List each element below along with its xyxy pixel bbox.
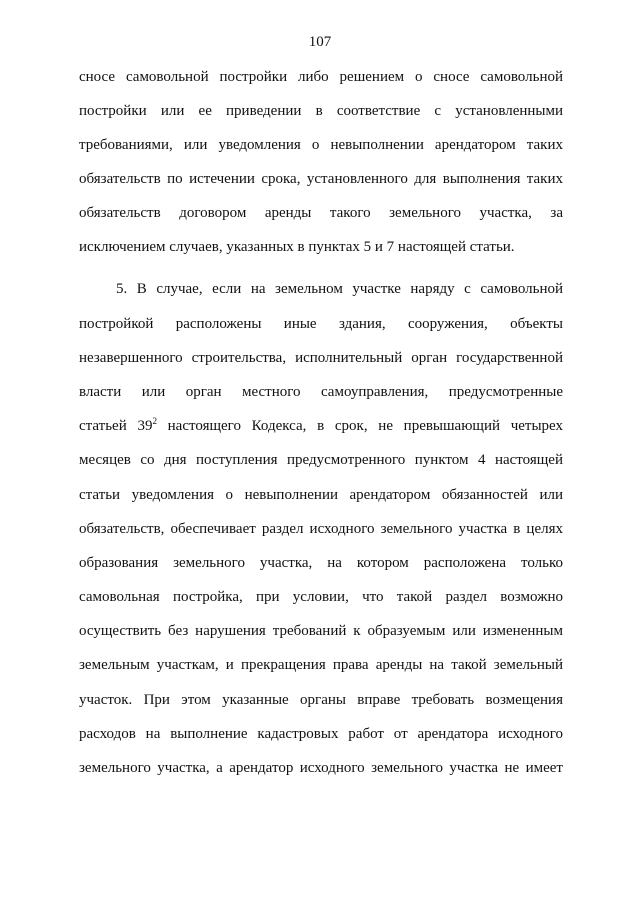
text-line: незавершенного строительства, исполнительный орган государственной — [79, 350, 563, 366]
article-reference: статьей $39^2$ — [79, 416, 157, 434]
text-line: обязательств по истечении срока, установленного для выполнения таких — [79, 171, 563, 187]
text-line: обязательств договором аренды такого земельного участка, за — [79, 205, 563, 221]
text-line: власти или орган местного самоуправления, предусмотренные — [79, 384, 563, 400]
article-superscript: 2 — [152, 416, 157, 426]
text-line: участок. При этом указанные органы вправе требовать возмещения — [79, 692, 563, 708]
text-line: обязательств, обеспечивает раздел исходного земельного участка в целях — [79, 521, 563, 537]
text-line: образования земельного участка, на котором расположена только — [79, 555, 563, 571]
text-line: постройки или ее приведении в соответствие с установленными — [79, 103, 563, 119]
text-line: исключением случаев, указанных в пунктах 5 и 7 настоящей статьи. — [79, 239, 515, 255]
page-number: 107 — [308, 34, 332, 50]
text-line: земельным участкам, и прекращения права аренды на такой земельный — [79, 657, 563, 673]
text-line: 5. В случае, если на земельном участке наряду с самовольной — [116, 281, 563, 297]
text-line — [79, 417, 563, 435]
text-line: статьи уведомления о невыполнении арендатором обязанностей или — [79, 487, 563, 503]
text-line-rest: настоящего Кодекса, в срок, не превышающий четырех — [167, 418, 564, 434]
text-line: требованиями, или уведомления о невыполнении арендатором таких — [79, 137, 563, 153]
text-line: сносе самовольной постройки либо решением о сносе самовольной — [79, 69, 563, 85]
text-line: осуществить без нарушения требований к образуемым или измененным — [79, 623, 563, 639]
text-line: земельного участка, а арендатор исходного земельного участка не имеет — [79, 760, 563, 776]
text-line: самовольная постройка, при условии, что такой раздел возможно — [79, 589, 563, 605]
text-line: месяцев со дня поступления предусмотренного пунктом 4 настоящей — [79, 452, 563, 468]
text-line: постройкой расположены иные здания, сооружения, объекты — [79, 316, 563, 332]
text-line: расходов на выполнение кадастровых работ от арендатора исходного — [79, 726, 563, 742]
